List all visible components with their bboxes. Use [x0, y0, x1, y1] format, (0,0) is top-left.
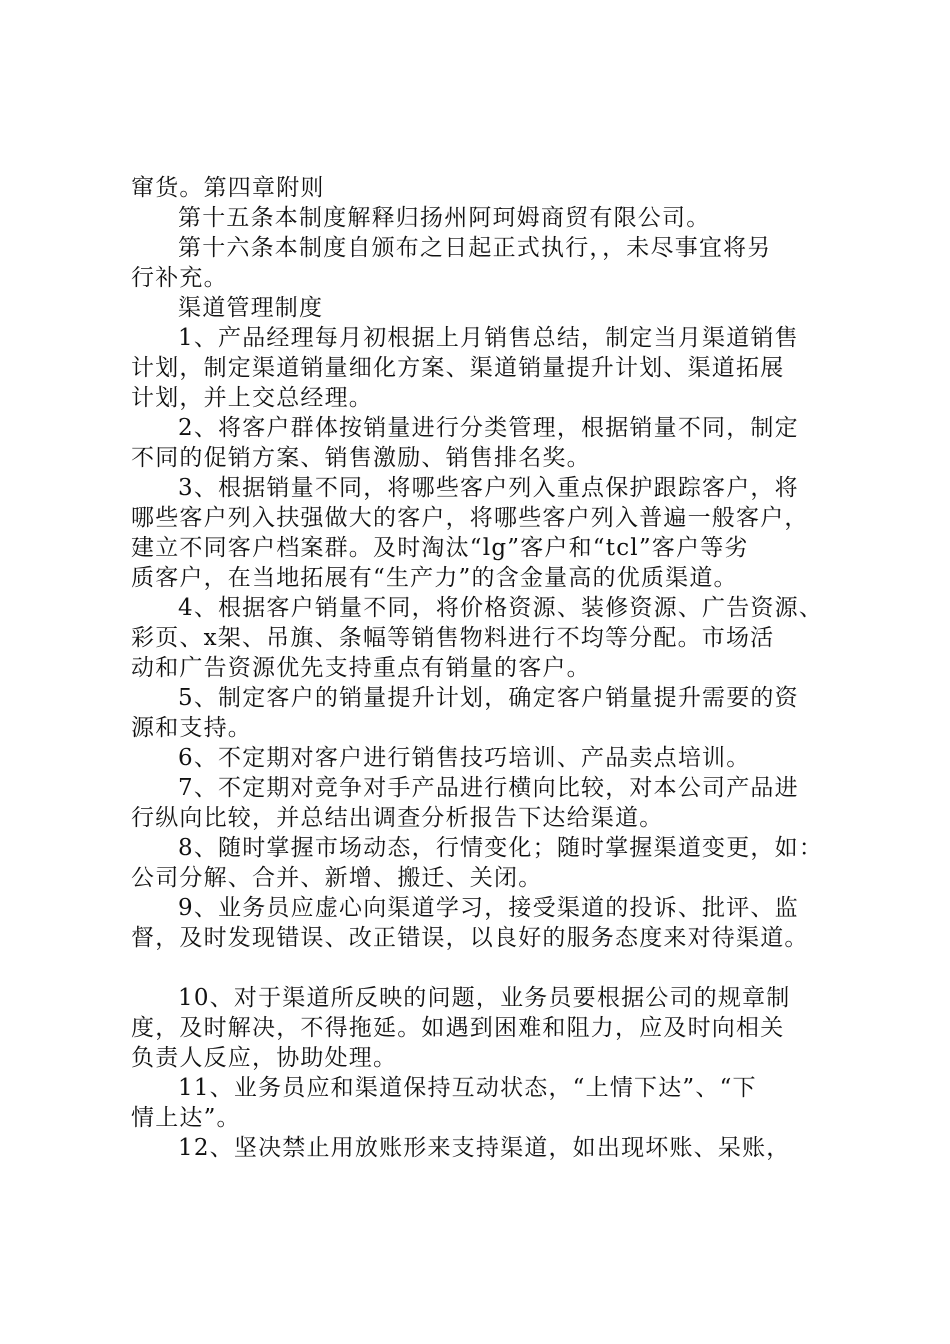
text-line: 12、坚决禁止用放账形来支持渠道，如出现坏账、呆账， — [178, 1135, 791, 1161]
text-line: 1、产品经理每月初根据上月销售总结，制定当月渠道销售 — [178, 325, 799, 351]
text-line: 不同的促销方案、销售激励、销售排名奖。 — [131, 445, 591, 471]
text-line: 公司分解、合并、新增、搬迁、关闭。 — [131, 865, 543, 891]
text-line: 4、根据客户销量不同，将价格资源、装修资源、广告资源、 — [178, 595, 824, 621]
text-line: 6、不定期对客户进行销售技巧培训、产品卖点培训。 — [178, 745, 751, 771]
text-line: 彩页、x架、吊旗、条幅等销售物料进行不均等分配。市场活 — [131, 625, 775, 651]
text-line: 第十五条本制度解释归扬州阿珂姆商贸有限公司。 — [178, 205, 711, 231]
text-line: 负责人反应，协助处理。 — [131, 1045, 398, 1071]
text-line: 建立不同客户档案群。及时淘汰“lg”客户和“tcl”客户等劣 — [131, 535, 749, 561]
text-line: 源和支持。 — [131, 715, 252, 741]
text-line: 督，及时发现错误、改正错误，以良好的服务态度来对待渠道。 — [131, 925, 809, 951]
text-line: 窜货。第四章附则 — [131, 175, 325, 201]
text-line: 计划，制定渠道销量细化方案、渠道销量提升计划、渠道拓展 — [131, 355, 785, 381]
text-line: 10、对于渠道所反映的问题，业务员要根据公司的规章制 — [178, 985, 791, 1011]
text-line: 2、将客户群体按销量进行分类管理，根据销量不同，制定 — [178, 415, 799, 441]
text-line: 8、随时掌握市场动态，行情变化；随时掌握渠道变更，如： — [178, 835, 824, 861]
text-line: 3、根据销量不同，将哪些客户列入重点保护跟踪客户，将 — [178, 475, 799, 501]
document-body — [131, 173, 851, 1163]
blank-line — [131, 953, 851, 983]
text-line: 计划，并上交总经理。 — [131, 385, 373, 411]
text-line: 第十六条本制度自颁布之日起正式执行，，未尽事宜将另 — [178, 235, 772, 261]
text-line: 行补充。 — [131, 265, 228, 291]
text-line: 11、业务员应和渠道保持互动状态，“上情下达”、“下 — [178, 1075, 757, 1101]
text-line: 动和广告资源优先支持重点有销量的客户。 — [131, 655, 591, 681]
text-line: 5、制定客户的销量提升计划，确定客户销量提升需要的资 — [178, 685, 799, 711]
section-heading: 渠道管理制度 — [178, 295, 324, 321]
text-line: 度，及时解决，不得拖延。如遇到困难和阻力，应及时向相关 — [131, 1015, 785, 1041]
text-line: 9、业务员应虚心向渠道学习，接受渠道的投诉、批评、监 — [178, 895, 799, 921]
text-line: 情上达”。 — [131, 1105, 241, 1131]
text-line: 行纵向比较，并总结出调查分析报告下达给渠道。 — [131, 805, 664, 831]
text-line: 哪些客户列入扶强做大的客户，将哪些客户列入普遍一般客户， — [131, 505, 809, 531]
text-line: 质客户，在当地拓展有“生产力”的含金量高的优质渠道。 — [131, 565, 738, 591]
text-line: 7、不定期对竞争对手产品进行横向比较，对本公司产品进 — [178, 775, 799, 801]
